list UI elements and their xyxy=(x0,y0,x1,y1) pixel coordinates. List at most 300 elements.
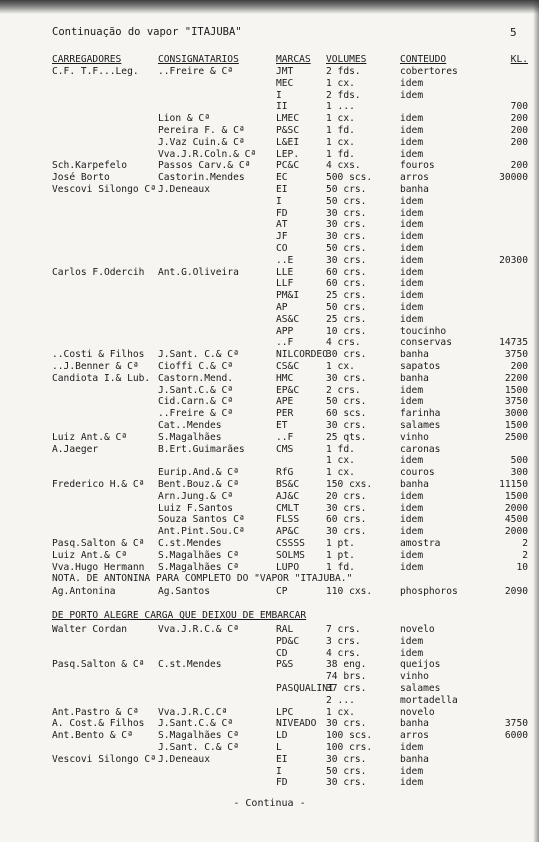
table-row xyxy=(0,302,539,314)
row-shipper: ..J.Benner & Cª xyxy=(52,361,139,372)
row-shipper: Vva.Hugo Hermann xyxy=(52,561,145,573)
row-shipper: Carlos F.Odercih xyxy=(52,266,145,278)
nota-row xyxy=(0,586,539,598)
row-consignee: Passos Carv.& Cª xyxy=(158,160,251,172)
row-contents: idem xyxy=(400,549,424,561)
row-kilos: 10 xyxy=(516,561,528,573)
row-volumes: 74 brs. xyxy=(326,671,367,683)
table-row xyxy=(0,78,539,90)
row-volumes: 500 scs. xyxy=(326,172,373,184)
page-title: Continuação do vapor "ITAJUBA" xyxy=(52,26,242,38)
row-kilos: 200 xyxy=(510,136,528,148)
row-volumes: 1 fd. xyxy=(326,561,355,573)
row-shipper: Ant.Pastro & Cª xyxy=(52,706,139,718)
row-marks: CD xyxy=(276,647,288,659)
row-contents: idem xyxy=(400,207,424,219)
row-marks: ..F xyxy=(276,431,294,443)
row-consignee: S.Magalhães Cª xyxy=(158,730,239,742)
row-kilos: 2 xyxy=(522,538,528,549)
table-row xyxy=(0,777,539,789)
table-row xyxy=(0,255,539,267)
table-row xyxy=(0,636,539,648)
table-row xyxy=(0,562,539,574)
row-volumes: 37 crs. xyxy=(326,683,367,694)
row-kilos: 2500 xyxy=(504,431,528,443)
row-marks: PASQUALINI xyxy=(276,683,334,694)
row-volumes: 2 fds. xyxy=(326,66,361,77)
row-kilos: 200 xyxy=(510,113,528,125)
row-marks: BS&C xyxy=(276,479,300,490)
row-volumes: 30 crs. xyxy=(326,372,367,384)
row-contents: banha xyxy=(400,753,429,765)
row-contents: idem xyxy=(400,561,424,573)
row-marks: MEC xyxy=(276,77,294,89)
row-volumes: 50 crs. xyxy=(326,243,367,254)
col-shipper-header: CARREGADORES xyxy=(52,54,122,65)
row-consignee: C.st.Mendes xyxy=(158,659,222,671)
row-kilos: 3750 xyxy=(504,718,528,730)
row-marks: AJ&C xyxy=(276,490,300,502)
row-volumes: 20 crs. xyxy=(326,490,367,502)
table-row xyxy=(0,467,539,479)
row-consignee: S.Magalhães Cª xyxy=(158,561,239,573)
row-marks: PD&C xyxy=(276,635,300,647)
table-row xyxy=(0,707,539,719)
row-marks: ..F xyxy=(276,337,294,349)
table-row xyxy=(0,432,539,444)
row-volumes: 50 crs. xyxy=(326,765,367,777)
row-contents: caronas xyxy=(400,443,441,455)
row-marks: CMS xyxy=(276,443,294,455)
row-consignee: Ant.Pint.Sou.Cª xyxy=(158,526,245,538)
row-shipper: Walter Cordan xyxy=(52,624,128,635)
continua-footer: - Continua - xyxy=(233,798,306,809)
row-shipper: Vescovi Silongo Cª xyxy=(52,184,156,195)
row-contents: cobertores xyxy=(400,66,458,77)
row-marks: FD xyxy=(276,207,288,219)
row-contents: banha xyxy=(400,718,429,730)
row-contents: idem xyxy=(400,290,424,302)
table-row xyxy=(0,695,539,707)
row-contents: amostra xyxy=(400,538,441,549)
row-contents: idem xyxy=(400,313,424,325)
row-kilos: 200 xyxy=(510,160,528,172)
row-contents: banha xyxy=(400,479,429,490)
row-kilos: 200 xyxy=(510,361,528,372)
table-row xyxy=(0,538,539,550)
row-contents: idem xyxy=(400,136,424,148)
row-marks: CO xyxy=(276,243,288,254)
row-contents: idem xyxy=(400,266,424,278)
row-marks: ET xyxy=(276,420,288,431)
table-row xyxy=(0,172,539,184)
table-row xyxy=(0,730,539,742)
row-volumes: 30 crs. xyxy=(326,207,367,219)
table-row xyxy=(0,444,539,456)
nota-line: NOTA. DE ANTONINA PARA COMPLETO DO "VAPOR "ITAJUBA." xyxy=(52,573,353,584)
row-volumes: 1 cx. xyxy=(326,77,355,89)
row-consignee: Vva.J.R.C.& Cª xyxy=(158,624,239,635)
table-row xyxy=(0,90,539,102)
row-volumes: 100 scs. xyxy=(326,730,373,742)
row-volumes: 1 fd. xyxy=(326,148,355,160)
row-volumes: 150 cxs. xyxy=(326,479,373,490)
row-marks: AT xyxy=(276,219,288,231)
table-row xyxy=(0,671,539,683)
row-volumes: 2 fds. xyxy=(326,89,361,101)
row-shipper: Ant.Bento & Cª xyxy=(52,730,133,742)
nota-marks: CP xyxy=(276,586,288,597)
row-consignee: Arn.Jung.& Cª xyxy=(158,490,234,502)
row-marks: NILCORDEO xyxy=(276,349,328,361)
table-row xyxy=(0,349,539,361)
nota-volumes: 110 cxs. xyxy=(326,586,373,597)
row-marks: PM&I xyxy=(276,290,300,302)
row-volumes: 10 crs. xyxy=(326,325,367,337)
row-shipper: Luiz Ant.& Cª xyxy=(52,549,128,561)
row-volumes: 30 crs. xyxy=(326,231,367,243)
row-shipper: C.F. T.F...Leg. xyxy=(52,66,139,77)
row-contents: idem xyxy=(400,742,424,753)
row-kilos: 30000 xyxy=(499,172,528,184)
row-marks: ..E xyxy=(276,254,294,266)
row-contents: fouros xyxy=(400,160,435,172)
row-marks: EC xyxy=(276,172,288,184)
row-contents: idem xyxy=(400,195,424,207)
row-marks: EI xyxy=(276,753,288,765)
row-volumes: 50 crs. xyxy=(326,396,367,408)
row-volumes: 4 crs. xyxy=(326,337,361,349)
row-consignee: Souza Santos Cª xyxy=(158,514,245,526)
nota-contents: phosphoros xyxy=(400,586,458,597)
row-consignee: ..Freire & Cª xyxy=(158,66,234,77)
row-volumes: 30 crs. xyxy=(326,777,367,789)
table-row xyxy=(0,196,539,208)
row-volumes: 30 crs. xyxy=(326,502,367,514)
table-row xyxy=(0,66,539,78)
row-marks: LLE xyxy=(276,266,294,278)
table-row xyxy=(0,314,539,326)
row-consignee: Vva.J.R.C.Cª xyxy=(158,706,228,718)
row-consignee: Cioffi C.& Cª xyxy=(158,361,234,372)
row-consignee: Castorn.Mend. xyxy=(158,372,234,384)
row-contents: idem xyxy=(400,77,424,89)
row-contents: idem xyxy=(400,113,424,125)
row-consignee: J.Deneaux xyxy=(158,753,210,765)
row-contents: toucinho xyxy=(400,325,447,337)
row-marks: LPC xyxy=(276,706,294,718)
table-row xyxy=(0,290,539,302)
row-kilos: 700 xyxy=(510,101,528,113)
row-contents: queijos xyxy=(400,659,441,671)
row-volumes: 1 ... xyxy=(326,101,355,113)
table-row xyxy=(0,624,539,636)
row-consignee: Lion & Cª xyxy=(158,113,210,125)
row-contents: idem xyxy=(400,455,424,467)
row-consignee: Luiz F.Santos xyxy=(158,502,234,514)
table-row xyxy=(0,149,539,161)
row-volumes: 60 crs. xyxy=(326,514,367,526)
row-volumes: 60 scs. xyxy=(326,408,367,420)
row-marks: EI xyxy=(276,184,288,195)
table-row xyxy=(0,361,539,373)
row-shipper: Vescovi Silongo Cª xyxy=(52,753,156,765)
row-shipper: Candiota I.& Lub. xyxy=(52,372,151,384)
table-row xyxy=(0,385,539,397)
row-shipper: Luiz Ant.& Cª xyxy=(52,431,128,443)
row-marks: EP&C xyxy=(276,384,300,396)
row-marks: SOLMS xyxy=(276,549,305,561)
table-row xyxy=(0,243,539,255)
row-volumes: 1 cx. xyxy=(326,455,355,467)
row-volumes: 7 crs. xyxy=(326,624,361,635)
page-number: 5 xyxy=(510,26,517,39)
table-row xyxy=(0,396,539,408)
col-volumes-header: VOLUMES xyxy=(326,54,367,65)
row-kilos: 14735 xyxy=(499,337,528,349)
row-contents: idem xyxy=(400,490,424,502)
row-volumes: 30 crs. xyxy=(326,349,367,361)
scan-top-edge xyxy=(0,0,539,14)
row-volumes: 1 pt. xyxy=(326,549,355,561)
table-row xyxy=(0,373,539,385)
row-consignee: J.Sant.C.& Cª xyxy=(158,384,234,396)
row-shipper: Pasq.Salton & Cª xyxy=(52,659,145,671)
row-volumes: 1 pt. xyxy=(326,538,355,549)
table-row xyxy=(0,455,539,467)
row-contents: banha xyxy=(400,349,429,361)
row-marks: CMLT xyxy=(276,502,300,514)
row-marks: I xyxy=(276,89,282,101)
table-row xyxy=(0,479,539,491)
row-volumes: 50 crs. xyxy=(326,195,367,207)
row-shipper: ..Costi & Filhos xyxy=(52,349,145,361)
row-volumes: 1 fd. xyxy=(326,443,355,455)
row-volumes: 60 crs. xyxy=(326,266,367,278)
table-row xyxy=(0,659,539,671)
row-marks: LLF xyxy=(276,278,294,290)
row-volumes: 100 crs. xyxy=(326,742,373,753)
row-contents: idem xyxy=(400,526,424,538)
table-row xyxy=(0,267,539,279)
row-volumes: 3 crs. xyxy=(326,635,361,647)
row-contents: idem xyxy=(400,231,424,243)
row-contents: vinho xyxy=(400,671,429,683)
table-row xyxy=(0,113,539,125)
table-row xyxy=(0,683,539,695)
row-marks: RfG xyxy=(276,467,294,479)
row-contents: salames xyxy=(400,683,441,694)
row-contents: banha xyxy=(400,372,429,384)
row-contents: farinha xyxy=(400,408,441,420)
row-contents: idem xyxy=(400,502,424,514)
col-kilos-header: KL. xyxy=(510,54,528,65)
row-marks: LMEC xyxy=(276,113,300,125)
row-contents: idem xyxy=(400,302,424,313)
row-contents: idem xyxy=(400,243,424,254)
table-row xyxy=(0,101,539,113)
row-contents: idem xyxy=(400,514,424,526)
table-row xyxy=(0,514,539,526)
col-marks-header: MARCAS xyxy=(276,54,311,65)
row-shipper: Sch.Karpefelo xyxy=(52,160,128,172)
row-marks: AP xyxy=(276,302,288,313)
row-kilos: 11150 xyxy=(499,479,528,490)
row-consignee: Castorin.Mendes xyxy=(158,172,245,184)
nota-consignee: Ag.Santos xyxy=(158,586,210,597)
row-contents: idem xyxy=(400,765,424,777)
row-contents: idem xyxy=(400,219,424,231)
row-contents: mortadella xyxy=(400,694,458,706)
row-kilos: 1500 xyxy=(504,490,528,502)
row-contents: conservas xyxy=(400,337,452,349)
row-consignee: J.Sant.C.& Cª xyxy=(158,718,234,730)
row-marks: APE xyxy=(276,396,294,408)
row-volumes: 2 crs. xyxy=(326,384,361,396)
row-contents: idem xyxy=(400,278,424,290)
row-volumes: 1 cx. xyxy=(326,113,355,125)
table-row xyxy=(0,503,539,515)
row-volumes: 25 crs. xyxy=(326,290,367,302)
row-marks: LD xyxy=(276,730,288,742)
section2-heading: DE PORTO ALEGRE CARGA QUE DEIXOU DE EMBARCAR xyxy=(52,610,307,621)
row-shipper: A.Jaeger xyxy=(52,443,99,455)
row-contents: arros xyxy=(400,172,429,184)
table-row xyxy=(0,208,539,220)
table-row xyxy=(0,184,539,196)
row-volumes: 25 crs. xyxy=(326,313,367,325)
row-volumes: 4 cxs. xyxy=(326,160,361,172)
row-contents: arros xyxy=(400,730,429,742)
row-volumes: 30 crs. xyxy=(326,219,367,231)
row-volumes: 50 crs. xyxy=(326,184,367,195)
row-volumes: 25 qts. xyxy=(326,431,367,443)
table-row xyxy=(0,125,539,137)
nota-shipper: Ag.Antonina xyxy=(52,586,116,597)
row-contents: couros xyxy=(400,467,435,479)
table-row xyxy=(0,718,539,730)
row-marks: FLSS xyxy=(276,514,300,526)
row-contents: idem xyxy=(400,647,424,659)
row-kilos: 3000 xyxy=(504,408,528,420)
row-consignee: J.Sant. C.& Cª xyxy=(158,349,239,361)
table-row xyxy=(0,219,539,231)
row-contents: salames xyxy=(400,420,441,431)
row-volumes: 30 crs. xyxy=(326,526,367,538)
row-marks: AP&C xyxy=(276,526,300,538)
table-row xyxy=(0,137,539,149)
row-volumes: 30 crs. xyxy=(326,718,367,730)
table-row xyxy=(0,550,539,562)
row-consignee: Cat..Mendes xyxy=(158,420,222,431)
row-marks: APP xyxy=(276,325,294,337)
table-row xyxy=(0,491,539,503)
table-row xyxy=(0,231,539,243)
row-marks: FD xyxy=(276,777,288,789)
row-contents: banha xyxy=(400,184,429,195)
row-kilos: 4500 xyxy=(504,514,528,526)
row-marks: LUPO xyxy=(276,561,300,573)
row-kilos: 500 xyxy=(510,455,528,467)
nota-kilos: 2090 xyxy=(504,586,528,597)
row-contents: idem xyxy=(400,89,424,101)
row-contents: idem xyxy=(400,254,424,266)
row-volumes: 30 crs. xyxy=(326,420,367,431)
row-kilos: 1500 xyxy=(504,384,528,396)
row-consignee: B.Ert.Guimarães xyxy=(158,443,245,455)
row-marks: AS&C xyxy=(276,313,300,325)
row-volumes: 1 cx. xyxy=(326,467,355,479)
row-shipper: A. Cost.& Filhos xyxy=(52,718,145,730)
row-marks: I xyxy=(276,765,282,777)
row-contents: idem xyxy=(400,125,424,136)
row-kilos: 1500 xyxy=(504,420,528,431)
table-row xyxy=(0,742,539,754)
row-marks: L xyxy=(276,742,282,753)
row-marks: L&EI xyxy=(276,136,300,148)
row-kilos: 2200 xyxy=(504,372,528,384)
row-marks: LEP. xyxy=(276,148,300,160)
row-volumes: 1 fd. xyxy=(326,125,355,136)
row-contents: sapatos xyxy=(400,361,441,372)
table-row xyxy=(0,648,539,660)
row-contents: idem xyxy=(400,148,424,160)
row-contents: idem xyxy=(400,396,424,408)
row-volumes: 30 crs. xyxy=(326,254,367,266)
row-consignee: C.st.Mendes xyxy=(158,538,222,549)
row-kilos: 2000 xyxy=(504,502,528,514)
row-marks: PER xyxy=(276,408,294,420)
row-volumes: 1 cx. xyxy=(326,361,355,372)
row-shipper: Frederico H.& Cª xyxy=(52,479,145,490)
row-consignee: J.Vaz Cuin.& Cª xyxy=(158,136,245,148)
row-marks: RAL xyxy=(276,624,294,635)
table-row xyxy=(0,337,539,349)
row-marks: PC&C xyxy=(276,160,300,172)
row-volumes: 1 cx. xyxy=(326,706,355,718)
row-kilos: 6000 xyxy=(504,730,528,742)
row-marks: JMT xyxy=(276,66,294,77)
row-marks: II xyxy=(276,101,288,113)
row-contents: idem xyxy=(400,635,424,647)
row-consignee: ..Freire & Cª xyxy=(158,408,234,420)
row-marks: CSSSS xyxy=(276,538,305,549)
table-row xyxy=(0,160,539,172)
row-consignee: S.Magalhães Cª xyxy=(158,549,239,561)
row-marks: HMC xyxy=(276,372,294,384)
row-consignee: J.Sant. C.& Cª xyxy=(158,742,239,753)
table-row xyxy=(0,408,539,420)
row-kilos: 200 xyxy=(510,125,528,136)
row-consignee: Pereira F. & Cª xyxy=(158,125,245,136)
row-volumes: 1 cx. xyxy=(326,136,355,148)
row-volumes: 30 crs. xyxy=(326,753,367,765)
table-row xyxy=(0,420,539,432)
row-marks: P&SC xyxy=(276,125,300,136)
row-contents: novelo xyxy=(400,706,435,718)
table-row xyxy=(0,754,539,766)
row-shipper: Pasq.Salton & Cª xyxy=(52,538,145,549)
row-kilos: 3750 xyxy=(504,396,528,408)
row-volumes: 50 crs. xyxy=(326,302,367,313)
row-consignee: Vva.J.R.Coln.& Cª xyxy=(158,148,257,160)
table-row xyxy=(0,766,539,778)
row-volumes: 38 eng. xyxy=(326,659,367,671)
row-consignee: Eurip.And.& Cª xyxy=(158,467,239,479)
table-row xyxy=(0,278,539,290)
table-row xyxy=(0,326,539,338)
row-marks: JF xyxy=(276,231,288,243)
